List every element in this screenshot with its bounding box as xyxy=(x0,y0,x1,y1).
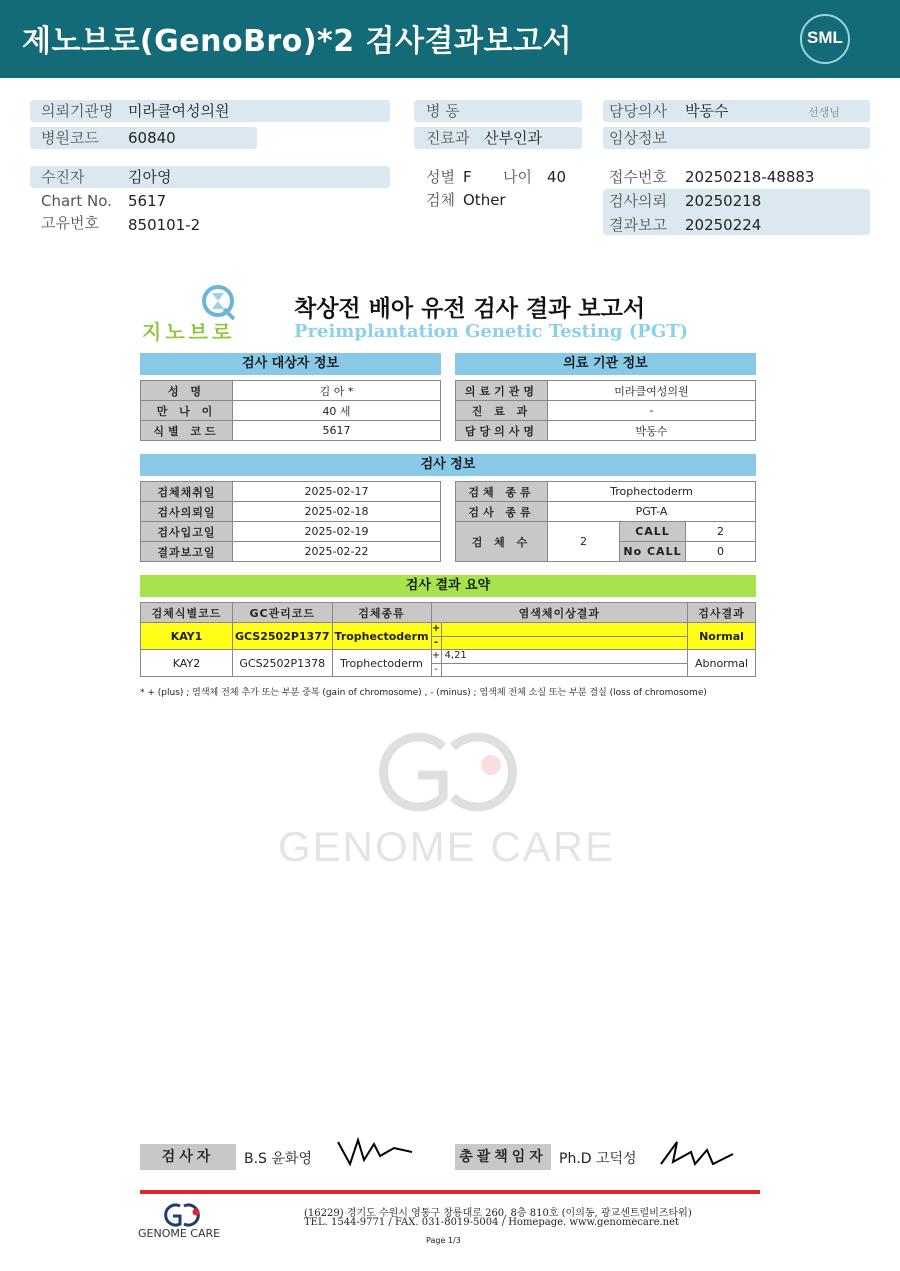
row-chromosome-result xyxy=(441,623,687,650)
institution-table xyxy=(455,380,756,441)
row-gc-code: GCS2502P1377 xyxy=(233,623,333,650)
chief-name: Ph.D 고덕성 xyxy=(559,1151,637,1167)
subject-age-label: 만 나 이 xyxy=(141,401,233,421)
row-specimen-type: Trophectoderm xyxy=(332,623,431,650)
row-signs xyxy=(431,623,441,650)
client-label: 의뢰기관명 xyxy=(41,102,114,120)
receipt-label: 접수번호 xyxy=(609,168,667,186)
institution-name-label: 의료기관명 xyxy=(456,381,548,401)
specimen-value: Other xyxy=(463,191,506,209)
hospital-code-value: 60840 xyxy=(128,129,176,147)
doctor-label: 담당의사 xyxy=(609,102,667,120)
row-gc-code: GCS2502P1378 xyxy=(233,650,333,677)
test-section-head: 검사 정보 xyxy=(140,454,756,476)
chief-label: 총괄책임자 xyxy=(455,1144,551,1170)
specimen-type-label: 검체 종류 xyxy=(456,482,548,502)
row-sample-id: KAY1 xyxy=(141,623,233,650)
dept-label: 진료과 xyxy=(426,129,470,147)
sml-logo-text: SML xyxy=(807,28,843,47)
subject-table xyxy=(140,380,441,441)
plus-sign: + xyxy=(432,623,441,637)
report-header xyxy=(0,0,900,78)
report-title-ko: 착상전 배아 유전 검사 결과 보고서 xyxy=(294,296,646,322)
chief-signature-icon xyxy=(655,1134,735,1174)
plus-result: 4,21 xyxy=(442,650,687,664)
collection-date-value: 2025-02-17 xyxy=(233,482,441,502)
institution-name-value: 미라클여성의원 xyxy=(548,381,756,401)
genome-care-logo-text: GENOME CARE xyxy=(138,1227,221,1240)
footer-address: (16229) 경기도 수원시 영통구 창룡대로 260, 8층 810호 (이의동, 광교센트럴비즈타워) xyxy=(304,1208,692,1219)
minus-sign: - xyxy=(434,663,438,675)
hospital-code-label: 병원코드 xyxy=(41,129,99,147)
request-date-value: 2025-02-18 xyxy=(233,502,441,522)
institution-doctor-label: 담당의사명 xyxy=(456,421,548,441)
watermark-logo-icon xyxy=(373,727,523,817)
report-title-en: Preimplantation Genetic Testing (PGT) xyxy=(294,321,689,342)
report-date-value: 20250224 xyxy=(685,216,762,234)
collection-date-label: 검체채취일 xyxy=(141,482,233,502)
nocall-label: No CALL xyxy=(620,542,686,562)
call-value: 2 xyxy=(686,522,756,542)
summary-section-head: 검사 결과 요약 xyxy=(140,575,756,597)
subject-name-value: 김 아 * xyxy=(233,381,441,401)
col-specimen-type: 검체종류 xyxy=(332,603,431,623)
institution-dept-value: - xyxy=(548,401,756,421)
test-type-value: PGT-A xyxy=(548,502,756,522)
receipt-date-value: 2025-02-19 xyxy=(233,522,441,542)
watermark-text: GENOME CARE xyxy=(278,823,616,870)
footer-contact: TEL. 1544-9771 / FAX. 031-8019-5004 / Homepage. www.genomecare.net xyxy=(304,1217,680,1228)
request-value: 20250218 xyxy=(685,192,762,210)
summary-table xyxy=(140,602,756,677)
sex-value: F xyxy=(463,168,472,186)
col-chromosome-result: 염색체이상결과 xyxy=(431,603,687,623)
page-title: 제노브로(GenoBro)*2 검사결과보고서 xyxy=(22,24,572,59)
minus-sign: - xyxy=(433,636,439,648)
genobro-logo-text: 지노브로 xyxy=(142,320,236,344)
age-label: 나이 xyxy=(503,168,532,186)
footer-divider xyxy=(140,1190,760,1194)
patient-label: 수진자 xyxy=(41,168,85,186)
test-dates-table xyxy=(140,481,441,562)
footnote: * + (plus) ; 염색체 전체 추가 또는 부분 중복 (gain of chromosome) , - (minus) ; 염색체 전체 소실 또는 부분 결실 (loss of chromosome) xyxy=(140,688,707,698)
tester-name: B.S 윤화영 xyxy=(244,1151,312,1167)
plus-sign: + xyxy=(432,650,441,664)
tester-signature-icon xyxy=(334,1134,414,1170)
page-number: Page 1/3 xyxy=(426,1236,461,1245)
sex-label: 성별 xyxy=(426,168,455,186)
col-gc-code: GC관리코드 xyxy=(233,603,333,623)
specimen-label: 검체 xyxy=(426,191,455,209)
chart-no-label: Chart No. xyxy=(41,192,112,210)
specimen-type-value: Trophectoderm xyxy=(548,482,756,502)
chart-no-value: 5617 xyxy=(128,192,167,210)
nocall-value: 0 xyxy=(686,542,756,562)
report-date-label: 결과보고 xyxy=(609,216,667,234)
institution-doctor-value: 박동수 xyxy=(548,421,756,441)
age-value: 40 xyxy=(547,168,567,186)
row-sample-id: KAY2 xyxy=(141,650,233,677)
subject-name-label: 성 명 xyxy=(141,381,233,401)
specimen-count-label: 검 체 수 xyxy=(456,522,548,562)
institution-section-head: 의료 기관 정보 xyxy=(455,353,756,375)
col-test-result: 검사결과 xyxy=(688,603,756,623)
row-test-result: Normal xyxy=(688,623,756,650)
doctor-value: 박동수 xyxy=(685,102,729,120)
col-sample-id: 검체식별코드 xyxy=(141,603,233,623)
patient-value: 김아영 xyxy=(128,168,172,186)
request-date-label: 검사의뢰일 xyxy=(141,502,233,522)
unique-no-value: 850101-2 xyxy=(128,216,201,234)
client-value: 미라클여성의원 xyxy=(128,102,230,120)
doctor-suffix: 선생님 xyxy=(808,106,840,119)
row-signs xyxy=(431,650,441,677)
minus-result xyxy=(442,664,687,677)
result-date-label: 결과보고일 xyxy=(141,542,233,562)
row-specimen-type: Trophectoderm xyxy=(332,650,431,677)
unique-no-label: 고유번호 xyxy=(41,214,99,232)
specimen-count-value: 2 xyxy=(548,522,620,562)
genome-care-logo-icon xyxy=(160,1200,206,1230)
receipt-value: 20250218-48883 xyxy=(685,168,815,186)
call-label: CALL xyxy=(620,522,686,542)
dept-value: 산부인과 xyxy=(484,129,542,147)
plus-result xyxy=(442,623,687,637)
subject-age-value: 40 세 xyxy=(233,401,441,421)
clinical-label: 임상정보 xyxy=(609,129,667,147)
sml-logo xyxy=(800,14,850,64)
row-chromosome-result xyxy=(441,650,687,677)
table-row xyxy=(141,623,756,650)
test-type-table xyxy=(455,481,756,562)
request-label: 검사의뢰 xyxy=(609,192,667,210)
subject-id-value: 5617 xyxy=(233,421,441,441)
ward-label: 병 동 xyxy=(426,102,460,120)
table-row xyxy=(141,650,756,677)
minus-result xyxy=(442,637,687,650)
subject-id-label: 식별 코드 xyxy=(141,421,233,441)
subject-section-head: 검사 대상자 정보 xyxy=(140,353,441,375)
row-test-result: Abnormal xyxy=(688,650,756,677)
receipt-date-label: 검사입고일 xyxy=(141,522,233,542)
test-type-label: 검사 종류 xyxy=(456,502,548,522)
result-date-value: 2025-02-22 xyxy=(233,542,441,562)
institution-dept-label: 진 료 과 xyxy=(456,401,548,421)
tester-label: 검사자 xyxy=(140,1144,236,1170)
